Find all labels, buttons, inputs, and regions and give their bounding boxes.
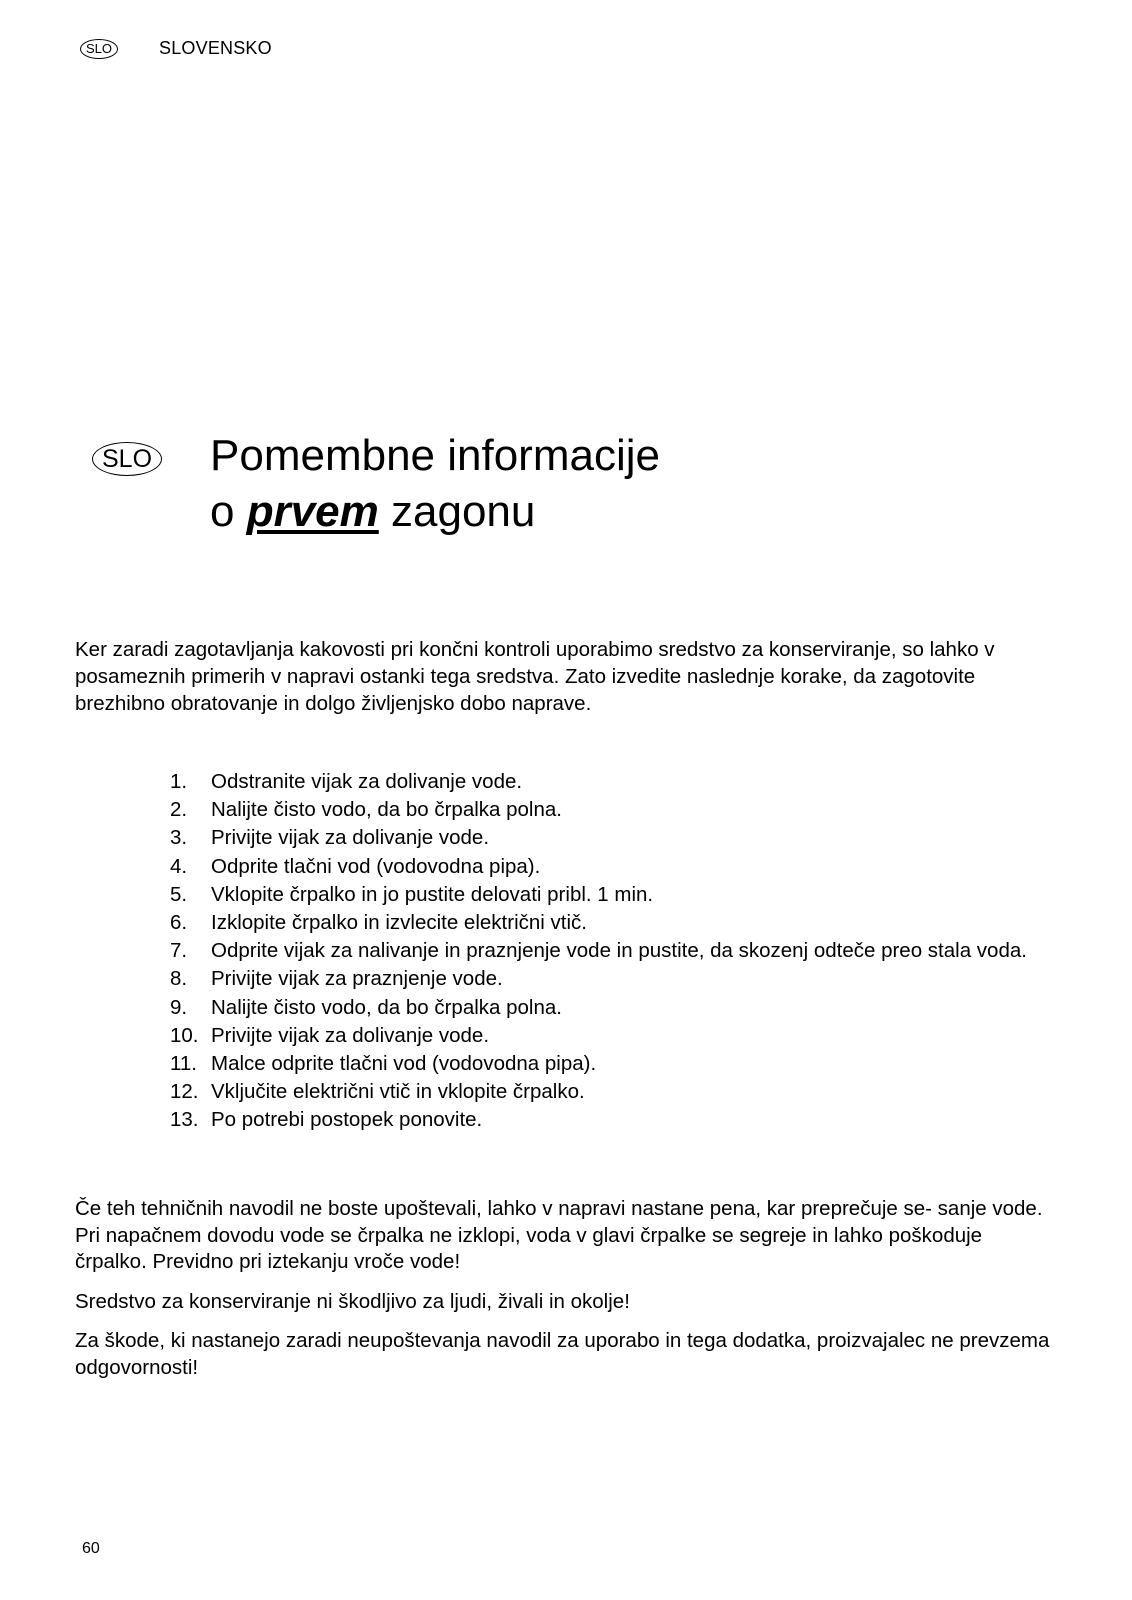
step-number: 9.: [170, 995, 188, 1019]
list-item: [170, 796, 1030, 824]
step-text: Odstranite vijak za dolivanje vode.: [211, 770, 523, 793]
notes-section: [75, 1196, 1055, 1394]
list-item: [170, 994, 1030, 1022]
step-text: Nalijte čisto vodo, da bo črpalka polna.: [211, 995, 562, 1019]
step-number: 5.: [170, 882, 188, 906]
step-text: Nalijte čisto vodo, da bo črpalka polna.: [211, 798, 562, 822]
list-item: [170, 824, 1030, 852]
step-text: Privijte vijak za dolivanje vode.: [211, 1023, 490, 1047]
warning-paragraph: Če teh tehničnih navodil ne boste upoštevali, lahko v napravi nastane pena, kar preprečuje se- sanje vode. Pri napačnem dovodu vode se črpalka ne izklopi, voda v glavi črpalke se segreje in lahko poškoduje črpalko. Previdno pri iztekanju vroče vode!: [75, 1197, 1043, 1273]
list-item: [170, 1022, 1030, 1050]
step-number: 13.: [170, 1108, 199, 1132]
step-number: 11.: [170, 1052, 197, 1076]
title-line-2-prefix: o: [210, 487, 247, 536]
step-number: 4.: [170, 854, 188, 878]
step-text: Malce odprite tlačni vod (vodovodna pipa).: [211, 1052, 597, 1076]
step-text: Odprite vijak za nalivanje in praznjenje vode in pustite, da skozenj odteče preo stala voda.: [211, 939, 1027, 963]
title-language-badge: SLO: [92, 442, 162, 476]
list-item: [170, 881, 1030, 909]
page-number: 60: [82, 1540, 100, 1557]
step-text: Izklopite črpalko in izvlecite električni vtič.: [211, 911, 587, 935]
step-number: 6.: [170, 911, 188, 935]
list-item: [170, 768, 1030, 796]
step-number: 2.: [170, 798, 188, 822]
safety-paragraph: Sredstvo za konserviranje ni škodljivo za ljudi, živali in okolje!: [75, 1289, 630, 1313]
language-label: SLOVENSKO: [159, 38, 272, 58]
step-number: 7.: [170, 939, 188, 963]
step-text: Privijte vijak za dolivanje vode.: [211, 826, 490, 850]
step-text: Privijte vijak za praznjenje vode.: [211, 967, 503, 991]
step-number: 12.: [170, 1080, 199, 1104]
page-header: [80, 38, 272, 59]
list-item: [170, 965, 1030, 993]
language-badge: SLO: [80, 39, 118, 59]
intro-paragraph: Ker zaradi zagotavljanja kakovosti pri končni kontroli uporabimo sredstvo za konserviranje, so lahko v posameznih primerih v napravi ostanki tega sredstva. Zato izvedite naslednje korake, da zagotovite brezhibno obratovanje in dolgo življenjsko dobo naprave.: [75, 638, 995, 715]
step-text: Vklopite črpalko in jo pustite delovati pribl. 1 min.: [211, 882, 654, 906]
title-line-2-suffix: zagonu: [378, 487, 536, 536]
step-text: Po potrebi postopek ponovite.: [211, 1108, 483, 1132]
list-item: [170, 853, 1030, 881]
list-item: [170, 909, 1030, 937]
liability-paragraph: Za škode, ki nastanejo zaradi neupoštevanja navodil za uporabo in tega dodatka, proizvajalec ne prevzema odgovornosti!: [75, 1329, 1050, 1379]
page-title: [210, 428, 660, 540]
step-number: 8.: [170, 967, 188, 991]
step-text: Odprite tlačni vod (vodovodna pipa).: [211, 854, 541, 878]
step-number: 10.: [170, 1023, 199, 1047]
steps-list: [170, 768, 1030, 1135]
list-item: [170, 937, 1030, 965]
title-line-1: Pomembne informacije: [210, 431, 660, 480]
step-number: 3.: [170, 826, 188, 850]
list-item: [170, 1106, 1030, 1134]
step-text: Vključite električni vtič in vklopite črpalko.: [211, 1080, 585, 1104]
list-item: [170, 1050, 1030, 1078]
title-line-2-emphasis: prvem: [246, 487, 379, 536]
list-item: [170, 1078, 1030, 1106]
step-number: 1.: [170, 770, 188, 793]
